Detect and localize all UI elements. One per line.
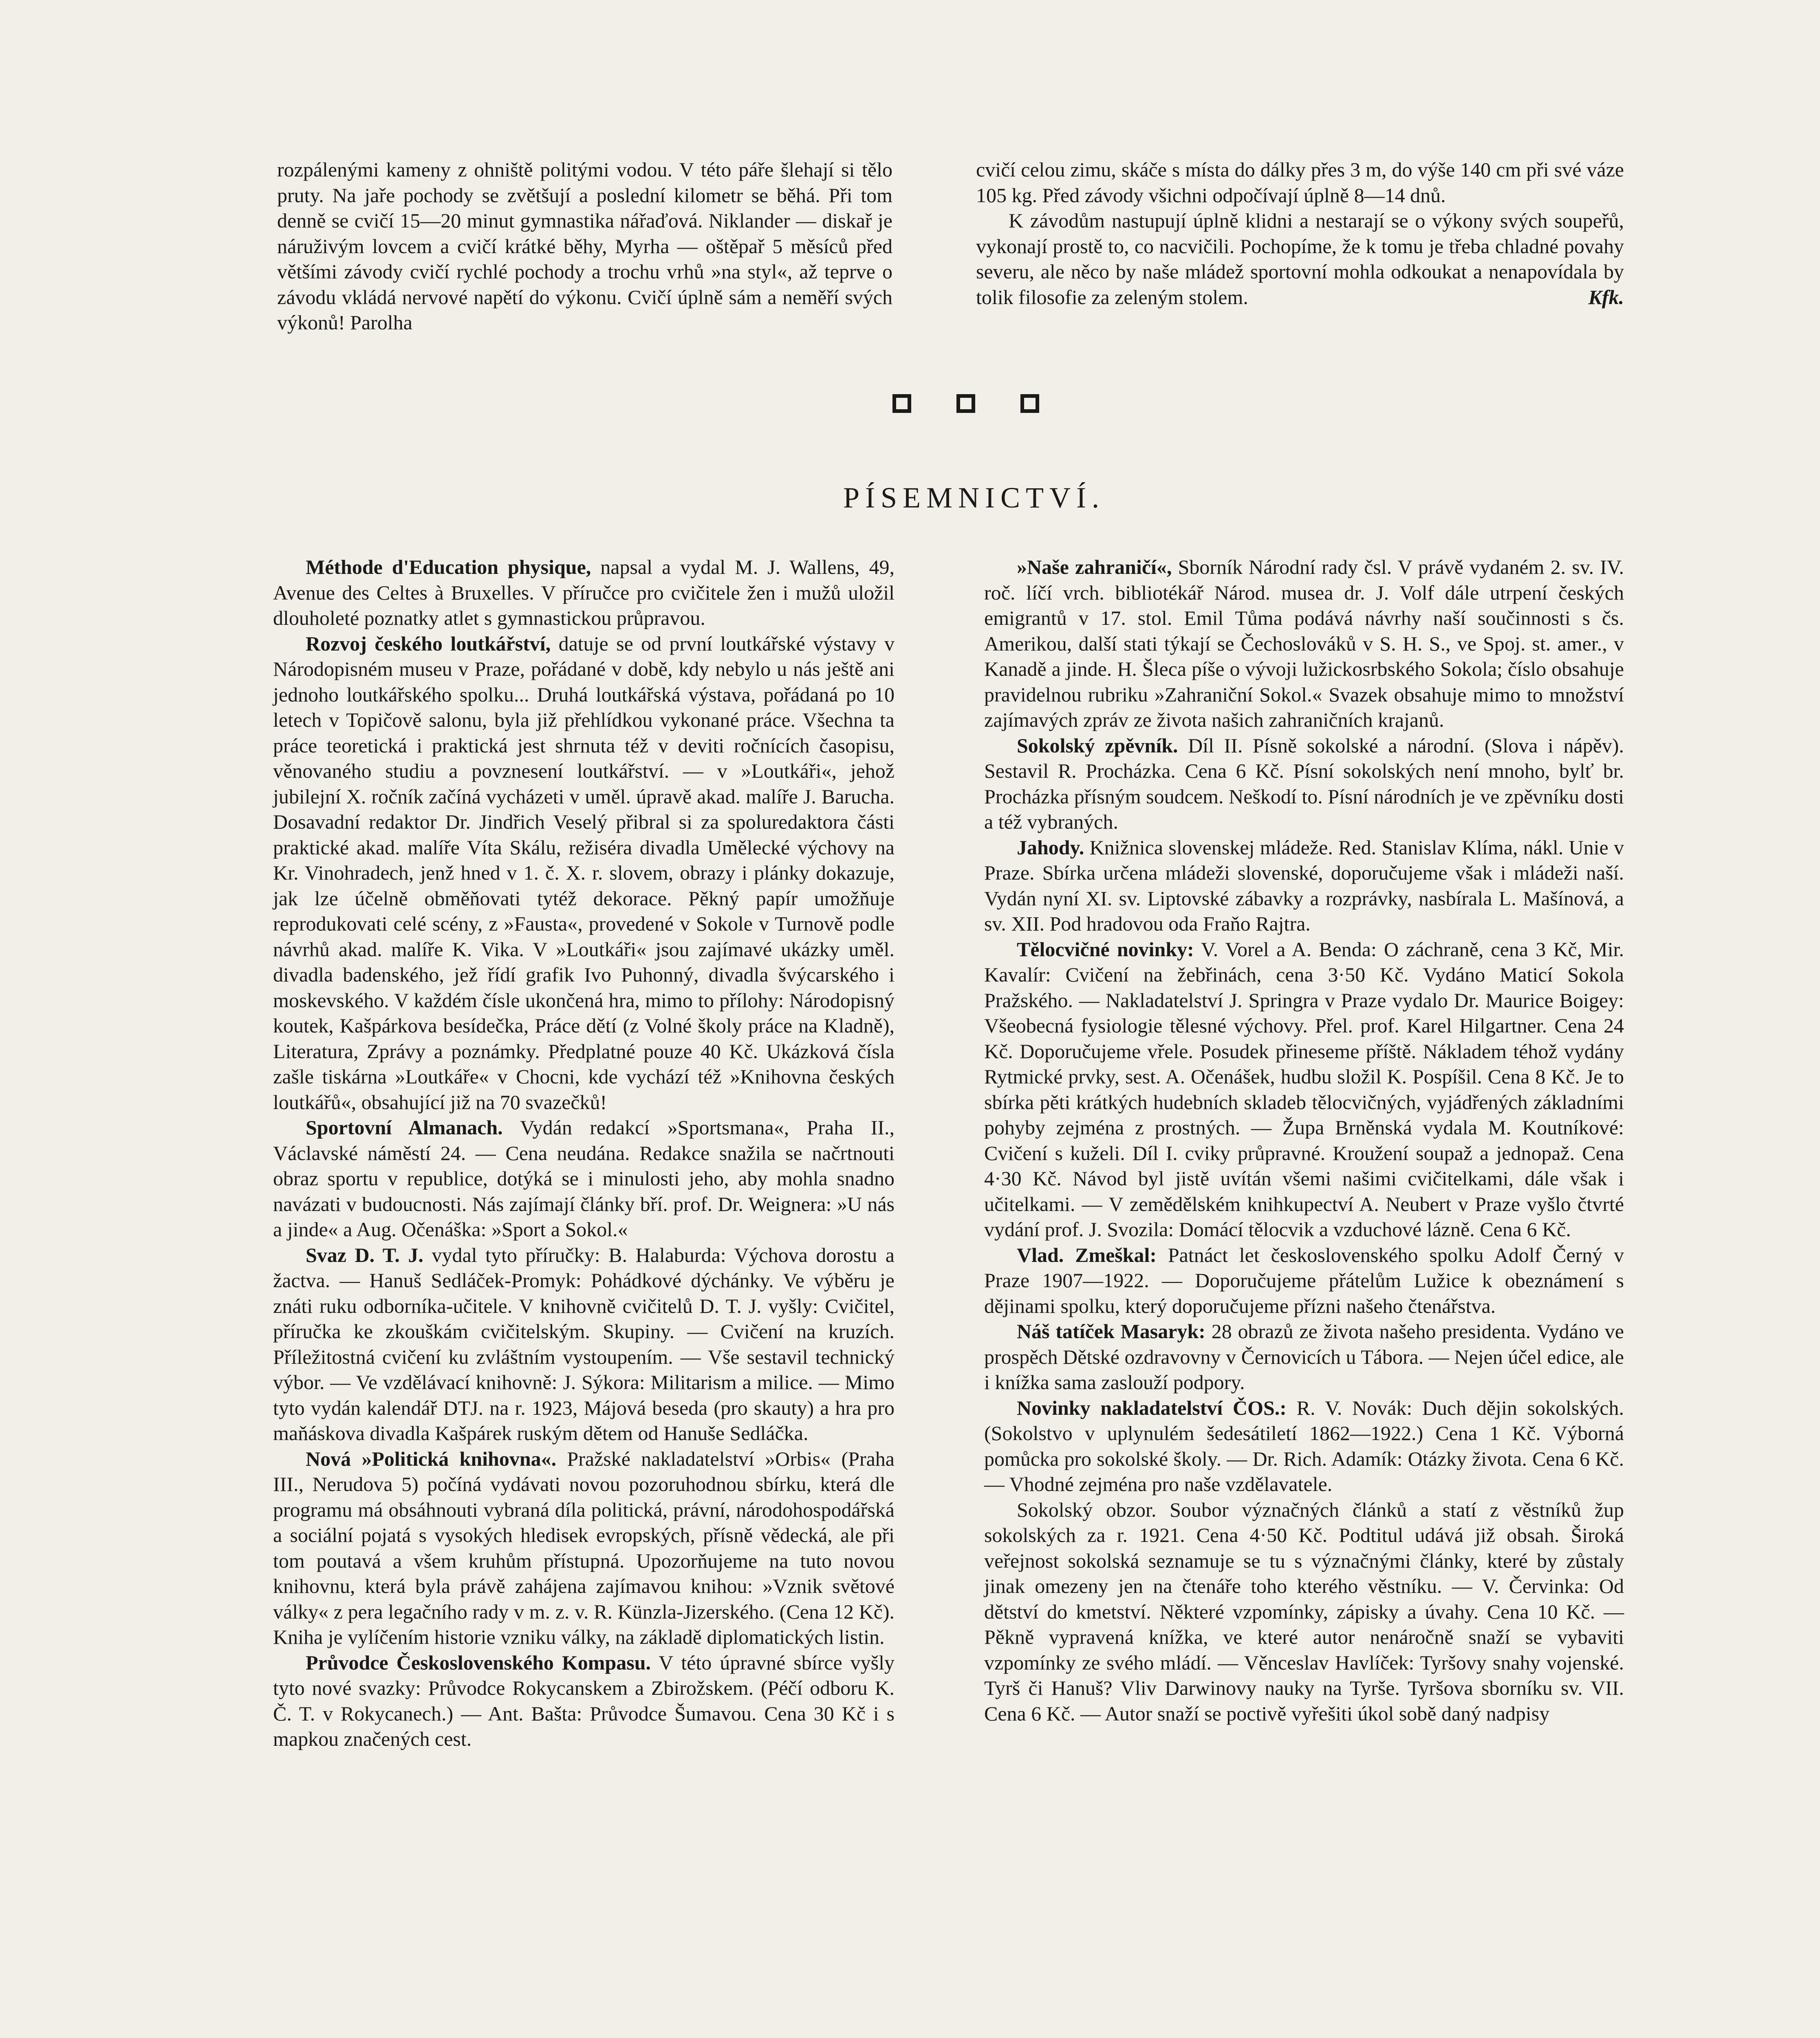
review-entry: Novinky nakladatelství ČOS.: R. V. Novák: Duch dějin sokolských. (Sokolstvo v uplynulém šedesátiletí 1862—1922.) Cena 1 Kč. Výborná pomůcka pro sokolské školy. — Dr. Rich. Adamík: Otázky života. Cena 6 Kč. — Vhodné zejména pro naše vzdělavatele. bbox=[984, 1396, 1624, 1495]
review-entry: Průvodce Československého Kompasu. V této úpravné sbírce vyšly tyto nové svazky: Průvodce Rokycanskem a Zbirožskem. (Péčí odboru K. Č. T. v Rokycanech.) — Ant. Bašta: Průvodce Šumavou. Cena 30 Kč i s mapkou značených cest. bbox=[273, 1651, 895, 1750]
review-entry: Sportovní Almanach. Vydán redakcí »Sportsmana«, Praha II., Václavské náměstí 24. — Cena neudána. Redakce snažila se načrtnouti obraz sportu v republice, dotýká se i minulosti jeho, aby mohla snadno navázati v budoucnosti. Nás zajímají články bří. prof. Dr. Weignera: »U nás a jinde« a Aug. Očenáška: »Sport a Sokol.« bbox=[273, 1116, 895, 1241]
review-entry: Jahody. Knižnica slovenskej mládeže. Red. Stanislav Klíma, nákl. Unie v Praze. Sbírka určena mládeži slovenské, doporučujeme však i mládeži naší. Vydán nyní XI. sv. Liptovské zábavky a rozprávky, nasbírala L. Mašínová, a sv. XII. Pod hradovou oda Fraňo Rajtra. bbox=[984, 836, 1624, 935]
review-entry: Tělocvičné novinky: V. Vorel a A. Benda: O záchraně, cena 3 Kč, Mir. Kavalír: Cvičení na žebřinách, cena 3·50 Kč. Vydáno Maticí Sokola Pražského. — Nakladatelství J. Springra v Praze vydalo Dr. Maurice Boigey: Všeobecná fysiologie tělesné výchovy. Přel. prof. Karel Hilgartner. Cena 24 Kč. Doporučujeme vřele. Posudek přineseme příště. Nákladem téhož vydány Rytmické prvky, sest. A. Očenášek, hudbu složil K. Pospíšil. Cena 8 Kč. Je to sbírka pěti krátkých hudebních skladeb tělocvičných, vyjádřených základními pohyby zejména z prostných. — Župa Brněnská vydala M. Koutníkové: Cvičení s kuželi. Díl I. cviky průpravné. Kroužení soupaž a jednopaž. Cena 4·30 Kč. Návod byl jistě uvítán všemi našimi cvičitelkami, dále však i učitelkami. — V zemědělském knihkupectví A. Neubert v Praze vyšlo čtvrté vydání prof. J. Svozila: Domácí tělocvik a vzduchové lázně. Cena 6 Kč. bbox=[984, 937, 1624, 1241]
review-entry: Sokolský zpěvník. Díl II. Písně sokolské a národní. (Slova i nápěv). Sestavil R. Procházka. Cena 6 Kč. Písní sokolských není mnoho, bylť br. Procházka přísným soudcem. Neškodí to. Písní národních je ve zpěvníku dosti a též vybraných. bbox=[984, 734, 1624, 833]
square-ornament-icon bbox=[892, 394, 911, 413]
top-right-column bbox=[976, 157, 1624, 310]
top-left-column bbox=[277, 157, 892, 335]
section-divider bbox=[892, 389, 1039, 418]
square-ornament-icon bbox=[956, 394, 975, 413]
paragraph: K závodům nastupují úplně klidni a nestarají se o výkony svých soupeřů, vykonají prostě to, co nacvičili. Pochopíme, že k tomu je třeba chladné povahy severu, ale něco by naše mládež sportovní mohla odkoukat a nenapovídala by tolik filosofie za zeleným stolem. Kfk. bbox=[976, 208, 1624, 310]
review-entry: Náš tatíček Masaryk: 28 obrazů ze života našeho presidenta. Vydáno ve prospěch Dětské ozdravovny v Černovicích u Tábora. — Nejen účel edice, ale i knížka sama zaslouží podpory. bbox=[984, 1320, 1624, 1394]
review-entry: Vlad. Zmeškal: Patnáct let československého spolku Adolf Černý v Praze 1907—1922. — Doporučujeme přátelům Lužice k obeznámení s dějinami spolku, který doporučujeme přízni našeho čtenářstva. bbox=[984, 1243, 1624, 1317]
main-right-column bbox=[984, 554, 1624, 1726]
review-entry: Méthode d'Education physique, napsal a vydal M. J. Wallens, 49, Avenue des Celtes à Bruxelles. V příručce pro cvičitele žen i mužů uložil dlouholeté poznatky atlet s gymnastickou průpravou. bbox=[273, 556, 895, 629]
review-entry: »Naše zahraničí«, Sborník Národní rady čsl. V právě vydaném 2. sv. IV. roč. líčí vrch. bibliotékář Národ. musea dr. J. Volf dále utrpení českých emigrantů v 17. stol. Emil Tůma podává návrhy naší součinnosti s čs. Amerikou, další stati týkají se Čechoslováků v S. H. S., ve Spoj. st. amer., v Kanadě a jinde. H. Šleca píše o vývoji lužickosrbského Sokola; číslo obsahuje pravidelnou rubriku »Zahraniční Sokol.« Svazek obsahuje mimo to množství zajímavých zpráv ze života našich zahraničních krajanů. bbox=[984, 556, 1624, 731]
review-entry: Nová »Politická knihovna«. Pražské nakladatelství »Orbis« (Praha III., Nerudova 5) počíná vydávati novou pozoruhodnou sbírku, která dle programu má obsáhnouti vybraná díla politická, právní, národohospodářská a sociální pojatá s vysokých hledisek evropských, přísně vědecká, ale při tom poutavá a všem kruhům přístupná. Upozorňujeme na tuto novou knihovnu, která byla právě zahájena zajímavou knihou: »Vznik světové války« z pera legačního rady v m. z. v. R. Künzla-Jizerského. (Cena 12 Kč). Kniha je vylíčením historie vzniku války, na základě diplomatických listin. bbox=[273, 1447, 895, 1648]
signature: Kfk. bbox=[1588, 285, 1624, 309]
square-ornament-icon bbox=[1020, 394, 1039, 413]
review-entry: Sokolský obzor. Soubor význačných článků a statí z věstníků žup sokolských za r. 1921. Cena 4·50 Kč. Podtitul udává již obsah. Široká veřejnost sokolská seznamuje se tu s význačnými články, které by zůstaly jinak omezeny jen na čtenáře toho kterého věstníku. — V. Červinka: Od dětství do kmetství. Některé vzpomínky, zápisky a úvahy. Cena 10 Kč. — Pěkně vypravená knížka, ve které autor nenáročně snaží se vybaviti vzpomínky ze svého mládí. — Věnceslav Havlíček: Tyršovy snahy vojenské. Tyrš či Hanuš? Vliv Darwinovy nauky na Tyrše. Tyršova sborníku sv. VII. Cena 6 Kč. — Autor snaží se poctivě vyřešiti úkol sobě daný nadpisy bbox=[984, 1498, 1624, 1725]
main-left-column bbox=[273, 554, 895, 1752]
paragraph: rozpálenými kameny z ohniště politými vodou. V této páře šlehají si tělo pruty. Na jaře pochody se zvětšují a poslední kilometr se běhá. Při tom denně se cvičí 15—20 minut gymnastika nářaďová. Niklander — diskař je náruživým lovcem a cvičí krátké běhy, Myrha — oštěpař 5 měsíců před většími závody cvičí rychlé pochody a trochu vrhů »na styl«, až teprve o závodu vkládá nervové napětí do výkonu. Cvičí úplně sám a neměří svých výkonů! Parolha bbox=[277, 158, 892, 334]
paragraph: cvičí celou zimu, skáče s místa do dálky přes 3 m, do výše 140 cm při své váze 105 kg. Před závody všichni odpočívají úplně 8—14 dnů. bbox=[976, 158, 1624, 207]
section-title: PÍSEMNICTVÍ. bbox=[843, 481, 1105, 514]
review-entry: Rozvoj českého loutkářství, datuje se od první loutkářské výstavy v Národopisném museu v Praze, pořádané v době, kdy nebylo u nás ještě ani jednoho loutkářského spolku... Druhá loutkářská výstava, pořádaná po 10 letech v Topičově salonu, byla již přehlídkou vykonané práce. Všechna ta práce teoretická i praktická jest shrnuta též v deviti ročnících časopisu, věnovaného studiu a povznesení loutkářství. — v »Loutkáři«, jehož jubilejní X. ročník začíná vycházeti v uměl. úpravě akad. malíře J. Barucha. Dosavadní redaktor Dr. Jindřich Veselý přibral si za spoluredaktora části praktické akad. malíře Víta Skálu, režiséra divadla Umělecké výchovy na Kr. Vinohradech, jenž hned v 1. č. X. r. slovem, obrazy i plánky dokazuje, jak lze účelně obměňovati tytéž dekorace. Pěkný papír umožňuje reprodukovati celé scény, z »Fausta«, provedené v Sokole v Turnově podle návrhů akad. malíře K. Vika. V »Loutkáři« jsou zajímavé ukázky uměl. divadla badenského, jež řídí grafik Ivo Puhonný, divadla švýcarského i moskevského. V každém čísle ukončená hra, mimo to přílohy: Národopisný koutek, Kašpárkova besídečka, Práce dětí (z Volné školy práce na Kladně), Literatura, Zprávy a poznámky. Předplatné pouze 40 Kč. Ukázková čísla zašle tiskárna »Loutkáře« v Chocni, kde vychází též »Knihovna českých loutkářů«, obsahující již na 70 svazečků! bbox=[273, 632, 895, 1114]
review-entry: Svaz D. T. J. vydal tyto příručky: B. Halaburda: Výchova dorostu a žactva. — Hanuš Sedláček-Promyk: Pohádkové dýchánky. Ve výběru je znáti ruku odborníka-učitele. V knihovně cvičitelů D. T. J. vyšly: Cvičitel, příručka ke zkouškám cvičitelským. Skupiny. — Cvičení na kruzích. Příležitostná cvičení ku zvláštním vystoupením. — Vše sestavil technický výbor. — Ve vzdělávací knihovně: J. Sýkora: Militarism a milice. — Mimo tyto vydán kalendář DTJ. na r. 1923, Májová beseda (pro skauty) a hra pro maňáskova divadla Kašpárek ruským dětem od Hanuše Sedláčka. bbox=[273, 1243, 895, 1445]
